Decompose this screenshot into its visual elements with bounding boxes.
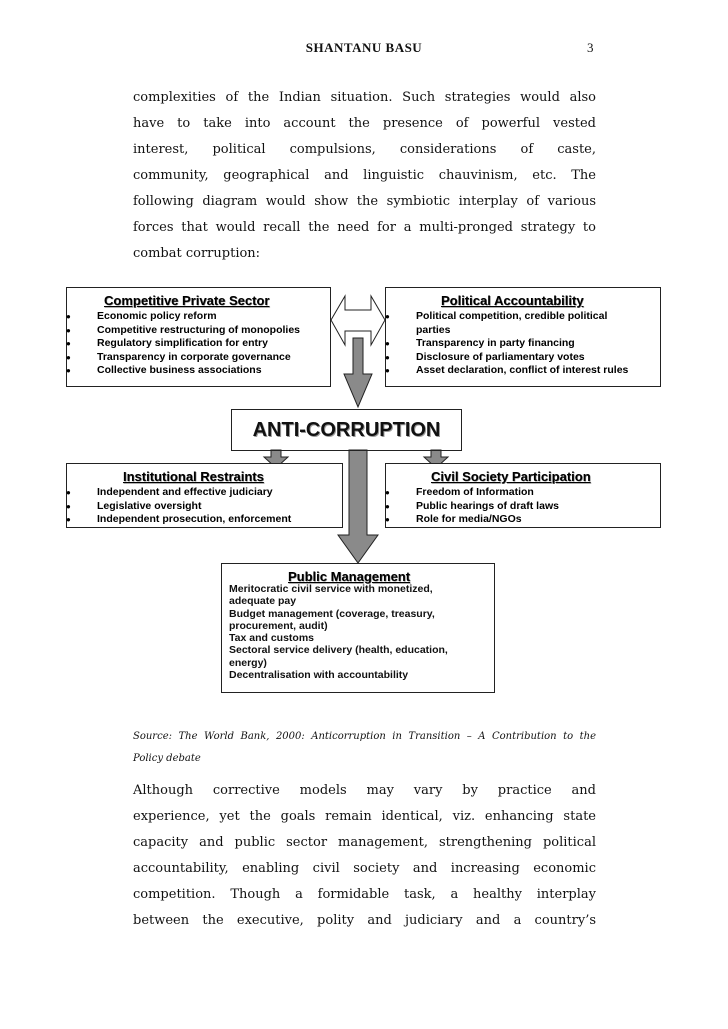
- bullet-list: [97, 310, 300, 378]
- bullet-list: [416, 310, 644, 378]
- text-line: Tax and customs: [229, 632, 314, 645]
- text-line: capacity and public sector management, strengthening political: [133, 835, 596, 850]
- box-civil-society-participation: [385, 463, 661, 528]
- text-line: interest, political compulsions, considerations of caste,: [133, 142, 596, 157]
- text-line: Policy debate: [133, 753, 201, 764]
- text-line: accountability, enabling civil society and increasing economic: [133, 861, 596, 876]
- list-item: ● Economic policy reform: [97, 310, 300, 324]
- text-line: complexities of the Indian situation. Such strategies would also: [133, 90, 596, 105]
- box-competitive-private-sector: [66, 287, 331, 387]
- public-management-text: [229, 583, 484, 681]
- list-item: ● Independent prosecution, enforcement: [97, 513, 291, 527]
- box-title: Civil Society Participation: [431, 469, 591, 484]
- text-line: energy): [229, 656, 267, 669]
- bullet-list: [416, 486, 559, 527]
- box-title: Institutional Restraints: [123, 469, 264, 484]
- list-item: ● Regulatory simplification for entry: [97, 337, 300, 351]
- text-line: Source: The World Bank, 2000: Anticorruption in Transition – A Contribution to the: [133, 731, 596, 742]
- text-line: following diagram would show the symbiotic interplay of various: [133, 194, 596, 209]
- text-line: Sectoral service delivery (health, education,: [229, 644, 448, 657]
- arrow-down-to-public-management: [338, 450, 378, 563]
- box-political-accountability: [385, 287, 661, 387]
- text-line: combat corruption:: [133, 246, 261, 261]
- text-line: Meritocratic civil service with monetized,: [229, 583, 433, 595]
- text-line: adequate pay: [229, 595, 297, 608]
- text-line: Although corrective models may vary by practice and: [133, 783, 596, 798]
- list-item: ● Collective business associations: [97, 364, 300, 378]
- list-item: ● Legislative oversight: [97, 500, 291, 514]
- anti-corruption-box: ANTI-CORRUPTION: [231, 409, 462, 451]
- running-header-author: SHANTANU BASU: [305, 40, 423, 55]
- list-item: ● Asset declaration, conflict of interest rules: [416, 364, 644, 378]
- text-line: Decentralisation with accountability: [229, 669, 409, 682]
- figure-source: [133, 726, 596, 770]
- box-institutional-restraints: [66, 463, 343, 528]
- text-line: forces that would recall the need for a multi-pronged strategy to: [133, 220, 596, 235]
- list-item: ● Transparency in party financing: [416, 337, 644, 351]
- page-number: 3: [587, 40, 594, 55]
- list-item: ● Political competition, credible political parties: [416, 310, 644, 337]
- box-title: Public Management: [288, 569, 411, 584]
- text-line: have to take into account the presence of powerful vested: [133, 116, 596, 131]
- list-item: ● Competitive restructuring of monopolies: [97, 324, 300, 338]
- box-title: Competitive Private Sector: [104, 293, 270, 308]
- text-line: competition. Though a formidable task, a healthy interplay: [133, 887, 596, 902]
- list-item: ● Disclosure of parliamentary votes: [416, 351, 644, 365]
- arrow-down-to-anticorruption: [344, 338, 372, 407]
- list-item: ● Freedom of Information: [416, 486, 559, 500]
- bullet-list: [97, 486, 291, 527]
- list-item: ● Transparency in corporate governance: [97, 351, 300, 365]
- text-line: procurement, audit): [229, 619, 328, 632]
- text-line: Budget management (coverage, treasury,: [229, 607, 435, 620]
- list-item: ● Role for media/NGOs: [416, 513, 559, 527]
- box-title: Political Accountability: [441, 293, 584, 308]
- text-line: between the executive, polity and judiciary and a country’s: [133, 913, 596, 928]
- conclusion-paragraph: [133, 778, 596, 934]
- list-item: ● Independent and effective judiciary: [97, 486, 291, 500]
- text-line: community, geographical and linguistic chauvinism, etc. The: [133, 168, 596, 183]
- text-line: experience, yet the goals remain identical, viz. enhancing state: [133, 809, 596, 824]
- list-item: ● Public hearings of draft laws: [416, 500, 559, 514]
